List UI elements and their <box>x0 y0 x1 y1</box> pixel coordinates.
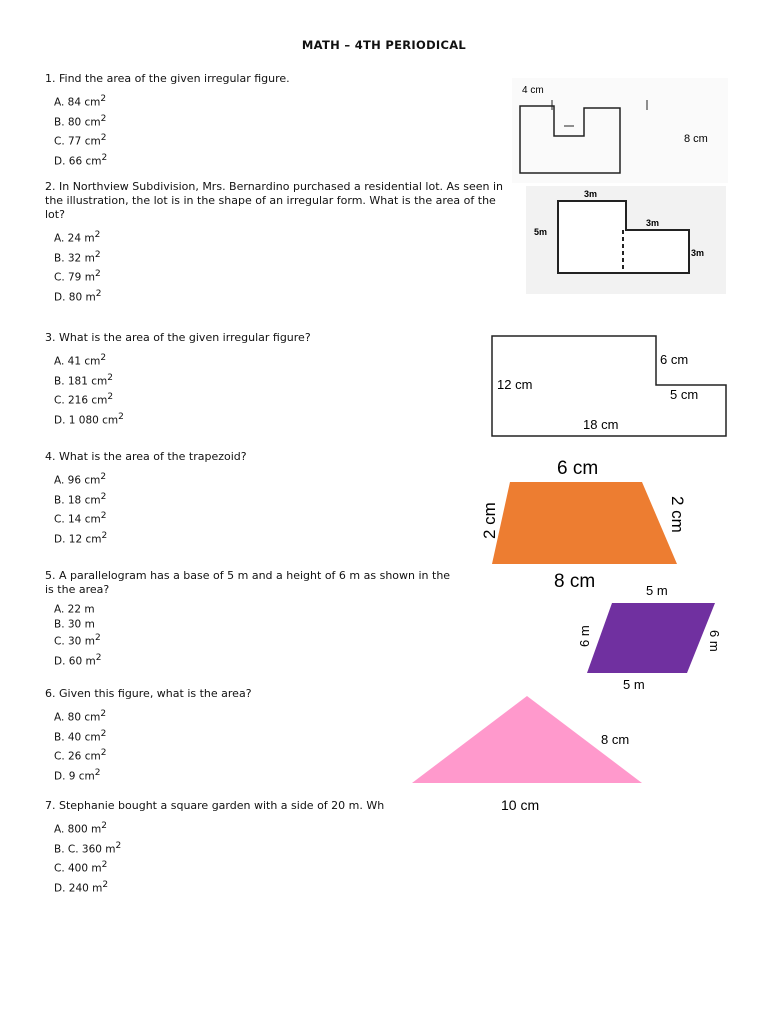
option-c: C. 216 $cm^2$ <box>54 392 114 407</box>
figure-2-label-mid: 3m <box>646 218 660 228</box>
option-d: D. 12 $cm^2$ <box>54 530 108 545</box>
option-a: A. 41 $cm^2$ <box>54 353 107 368</box>
option-c: C. 79 $m^2$ <box>54 269 101 284</box>
question-2-options <box>54 226 515 304</box>
figure-2-label-left: 5m <box>534 227 548 237</box>
option-d: D. 80 $m^2$ <box>54 288 102 303</box>
question-5-stem-line2: is the area? <box>45 583 110 596</box>
figure-3-label-18cm: 18 cm <box>583 417 619 432</box>
option-a: A. 80 $cm^2$ <box>54 709 107 724</box>
figure-4-label-right: 2 cm <box>668 496 687 533</box>
figure-2-label-right: 3m <box>691 248 705 258</box>
question-1-options <box>54 90 290 168</box>
question-1-stem: 1. Find the area of the given irregular figure. <box>45 72 290 85</box>
option-c: C. 400 $m^2$ <box>54 860 108 875</box>
option-b: B. 32 $m^2$ <box>54 249 101 264</box>
figure-1-label-top: 4 cm <box>522 85 544 96</box>
option-b: B. 18 $cm^2$ <box>54 491 107 506</box>
question-4-options <box>54 468 247 546</box>
option-d: D. 66 $cm^2$ <box>54 152 108 167</box>
figure-5-label-left: 6 m <box>577 625 592 647</box>
option-b: B. 181 $cm^2$ <box>54 372 113 387</box>
option-a: A. 800 $m^2$ <box>54 821 108 836</box>
figure-3-irregular <box>490 334 730 440</box>
option-c: C. 26 $cm^2$ <box>54 748 107 763</box>
figure-2-lot <box>526 186 726 294</box>
figure-1-irregular <box>512 78 728 183</box>
figure-5-label-right: 6 m <box>707 630 722 652</box>
figure-3-label-12cm: 12 cm <box>497 377 533 392</box>
option-d: D. 240 $m^2$ <box>54 879 109 894</box>
figure-6-triangle <box>410 694 660 816</box>
option-c: C. 14 $cm^2$ <box>54 511 107 526</box>
question-7 <box>45 799 384 895</box>
figure-1-label-right: 8 cm <box>684 133 708 145</box>
option-d: D. 9 $cm^2$ <box>54 767 101 782</box>
option-d: D. 60 $m^2$ <box>54 652 102 667</box>
option-b: B. 80 $cm^2$ <box>54 113 107 128</box>
option-c: C. 77 $cm^2$ <box>54 133 107 148</box>
figure-5-label-bottom: 5 m <box>623 677 645 692</box>
question-2-stem: 2. In Northview Subdivision, Mrs. Bernardino purchased a residential lot. As seen in the illustration, the lot is in the shape of an irregular form. What is the area of the lot? <box>45 180 504 221</box>
question-6-options <box>54 705 252 783</box>
question-4 <box>45 450 247 546</box>
question-5-options <box>54 599 450 668</box>
figure-4-label-left: 2 cm <box>480 502 499 539</box>
figure-4-label-bottom: 8 cm <box>554 571 596 588</box>
option-b: B. 30 m <box>54 618 95 631</box>
figure-6-label-side: 8 cm <box>601 732 630 747</box>
figure-4-trapezoid <box>472 452 702 588</box>
question-3-options <box>54 349 311 427</box>
figure-6-label-base: 10 cm <box>501 797 540 813</box>
option-b: B. 40 $cm^2$ <box>54 728 107 743</box>
option-a: A. 96 $cm^2$ <box>54 472 107 487</box>
question-5-stem: 5. A parallelogram has a base of 5 m and a height of 6 m as shown in the <box>45 569 451 582</box>
question-1 <box>45 72 290 168</box>
question-4-stem: 4. What is the area of the trapezoid? <box>45 450 247 463</box>
question-3 <box>45 331 311 427</box>
figure-3-label-6cm: 6 cm <box>660 352 689 367</box>
question-7-stem: 7. Stephanie bought a square garden with a side of 20 m. Wh <box>45 799 385 812</box>
option-a: A. 84 $cm^2$ <box>54 94 107 109</box>
question-7-options <box>54 817 384 895</box>
question-3-stem: 3. What is the area of the given irregular figure? <box>45 331 311 344</box>
page-title: MATH – 4TH PERIODICAL <box>301 38 467 52</box>
question-5 <box>45 569 450 668</box>
figure-3-label-5cm: 5 cm <box>670 387 699 402</box>
question-6-stem: 6. Given this figure, what is the area? <box>45 687 252 700</box>
option-a: A. 24 $m^2$ <box>54 230 101 245</box>
figure-2-label-top: 3m <box>584 189 598 199</box>
question-6 <box>45 687 252 783</box>
option-d: D. 1 080 $cm^2$ <box>54 411 124 426</box>
question-2 <box>45 180 515 304</box>
option-a: A. 22 m <box>54 603 95 616</box>
figure-5-parallelogram <box>560 580 740 692</box>
figure-5-label-top: 5 m <box>646 583 668 598</box>
figure-4-label-top: 6 cm <box>557 458 599 479</box>
option-b: B. C. 360 $m^2$ <box>54 840 122 855</box>
option-c: C. 30 $m^2$ <box>54 633 101 648</box>
